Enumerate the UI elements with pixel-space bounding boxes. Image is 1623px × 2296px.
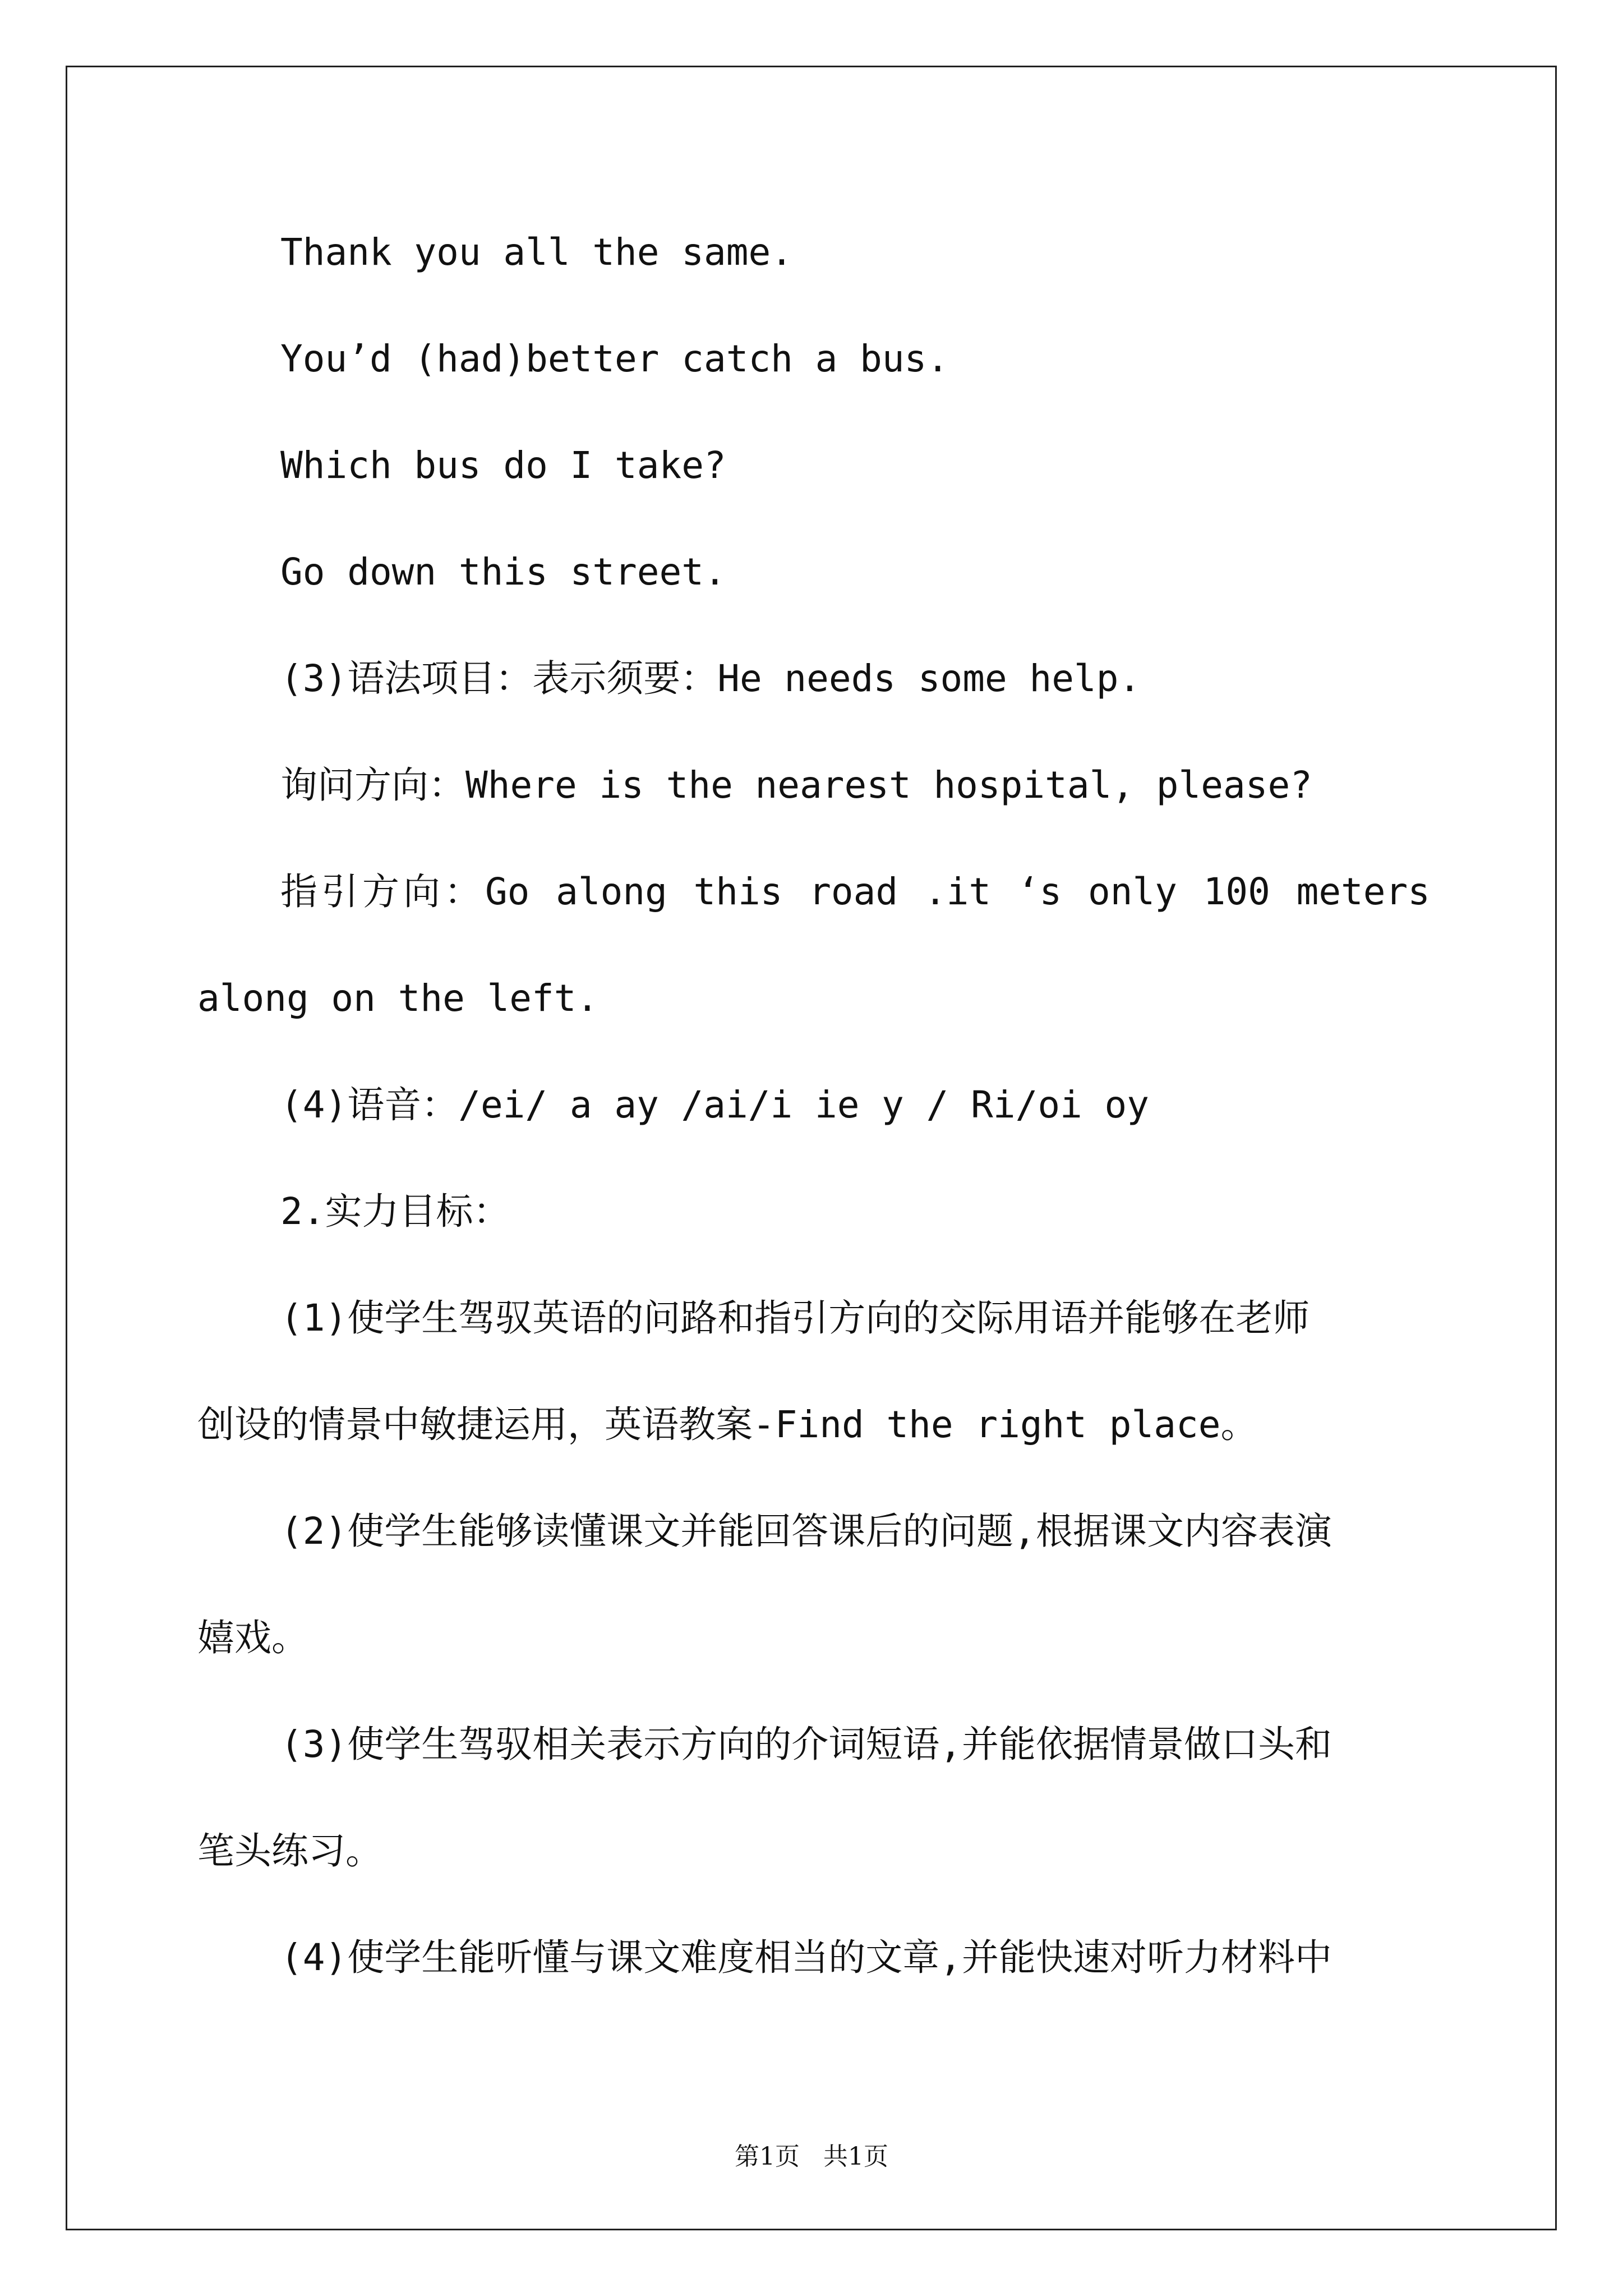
text-line: 笔头练习。 <box>197 1829 382 1872</box>
text-line: Go down this street. <box>280 550 726 593</box>
text-line: (4)语音：/ei/ a ay /ai/i ie y / Ri/oi oy <box>280 1083 1150 1126</box>
text-line: (4)使学生能听懂与课文难度相当的文章,并能快速对听力材料中 <box>280 1936 1332 1979</box>
page-footer: 第1页 共1页 <box>735 2142 888 2171</box>
text-line: (3)语法项目：表示须要：He needs some help. <box>280 657 1141 700</box>
text-line: 指引方向：Go along this road .it ‘s only 100 meters <box>280 870 1430 913</box>
text-line: along on the left. <box>197 977 599 1020</box>
text-line: Which bus do I take? <box>280 444 726 487</box>
text-line: (1)使学生驾驭英语的问路和指引方向的交际用语并能够在老师 <box>280 1296 1310 1340</box>
text-line: 嬉戏。 <box>197 1616 308 1659</box>
text-line: 创设的情景中敏捷运用，英语教案-Find the right place。 <box>197 1403 1258 1446</box>
text-line: (3)使学生驾驭相关表示方向的介词短语,并能依据情景做口头和 <box>280 1723 1332 1766</box>
text-line: You’d (had)better catch a bus. <box>280 337 949 380</box>
text-line: (2)使学生能够读懂课文并能回答课后的问题,根据课文内容表演 <box>280 1510 1332 1553</box>
page-border <box>66 66 1557 2230</box>
text-line: Thank you all the same. <box>280 231 793 274</box>
text-line: 询问方向：Where is the nearest hospital, please? <box>280 763 1312 807</box>
text-line: 2.实力目标： <box>280 1190 510 1233</box>
